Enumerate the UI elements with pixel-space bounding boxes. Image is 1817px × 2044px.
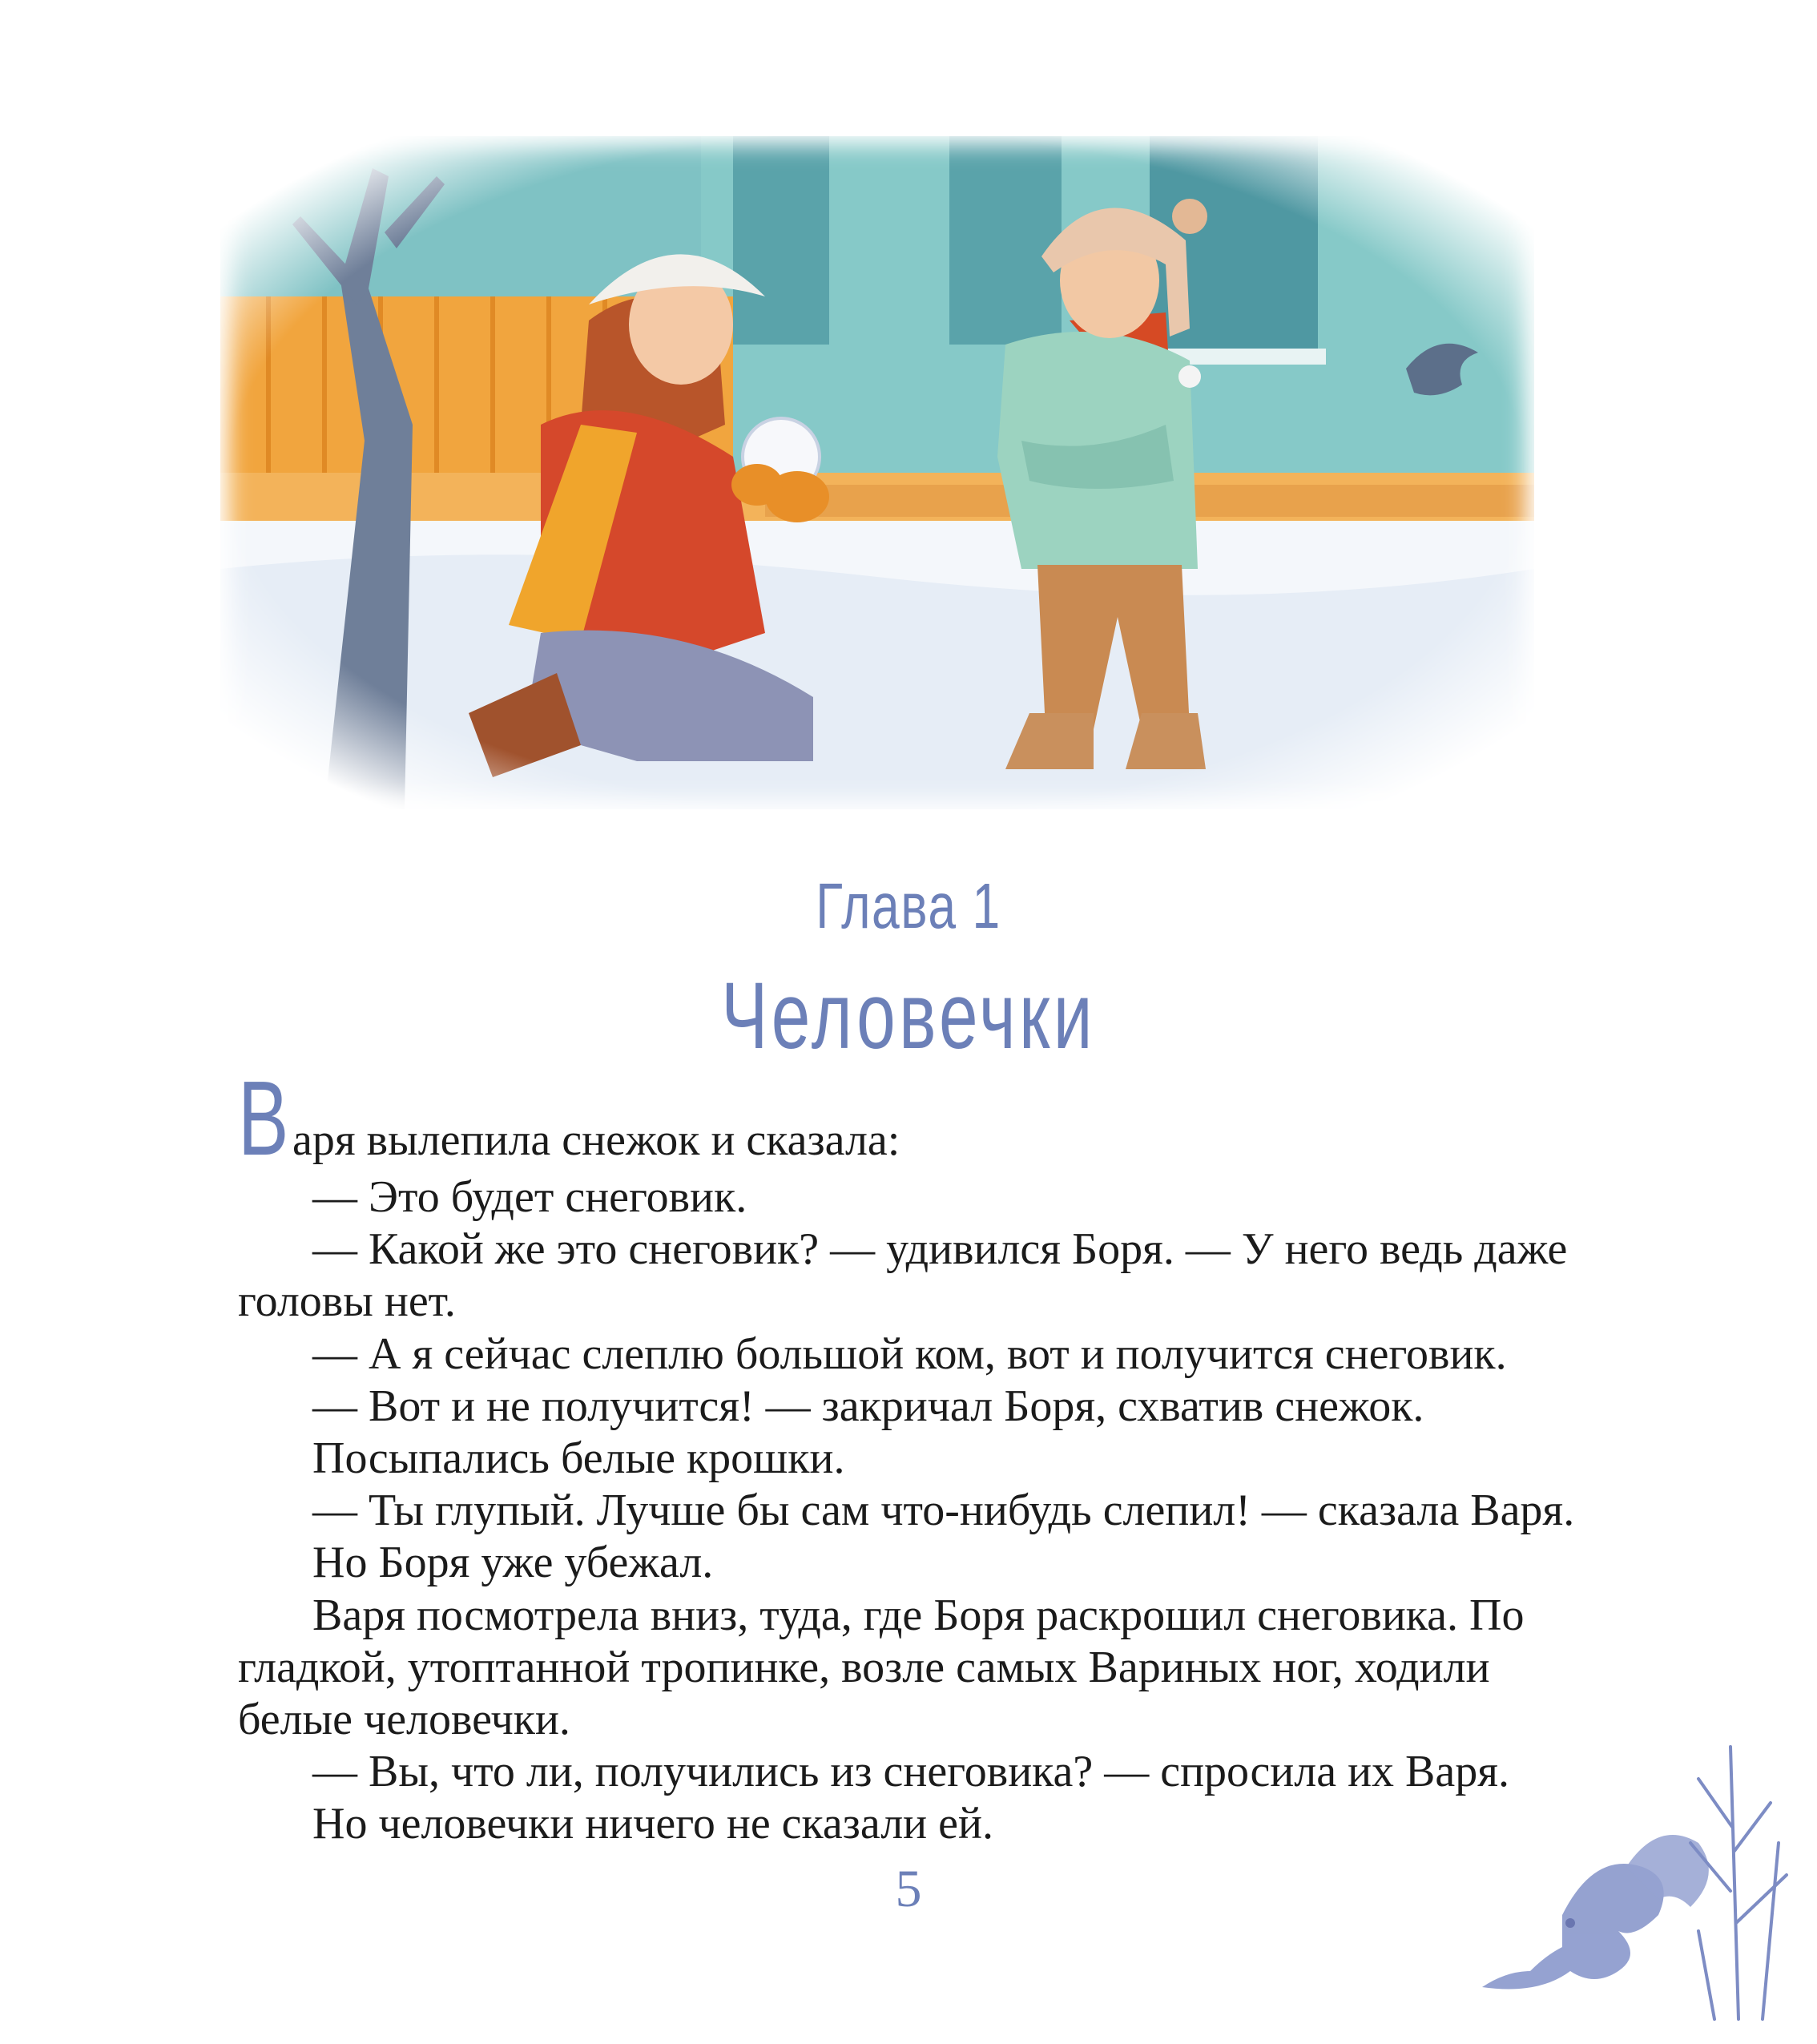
story-line: — А я сейчас слеплю большой ком, вот и получится снеговик. [312, 1328, 1507, 1379]
story-line: — Ты глупый. Лучше бы сам что-нибудь слепил! — сказала Варя. [312, 1486, 1575, 1536]
chapter-number: Глава 1 [816, 870, 1001, 941]
story-line: головы нет. [238, 1276, 456, 1327]
page-number: 5 [895, 1860, 922, 1918]
story-line: Но Боря уже убежал. [312, 1538, 714, 1588]
squirrel-icon [1434, 1731, 1803, 2035]
story-line: — Вы, что ли, получились из снеговика? — спросила их Варя. [312, 1747, 1510, 1797]
story-line-text: аря вылепила снежок и сказала: [292, 1115, 900, 1165]
story-line: Но человечки ничего не сказали ей. [312, 1799, 993, 1849]
story-line: — Вот и не получится! — закричал Боря, схватив снежок. [312, 1381, 1424, 1431]
story-line [238, 1059, 1584, 1177]
story-line: — Какой же это снеговик? — удивился Боря. — У него ведь даже [312, 1224, 1568, 1275]
story-line: — Это будет снеговик. [312, 1172, 747, 1222]
drop-cap: В [238, 1059, 289, 1177]
chapter-illustration [204, 120, 1550, 825]
squirrel-vignette [1434, 1731, 1803, 2035]
illustration-drawing [204, 120, 1550, 825]
story-line: гладкой, утоптанной тропинке, возле самых Вариных ног, ходили [238, 1642, 1490, 1692]
story-line: Посыпались белые крошки. [312, 1433, 845, 1484]
story-line: белые человечки. [238, 1695, 570, 1745]
story-text [238, 1059, 1584, 1851]
story-line: Варя посмотрела вниз, туда, где Боря раскрошил снеговика. По [312, 1590, 1525, 1640]
chapter-title: Человечки [721, 963, 1096, 1069]
